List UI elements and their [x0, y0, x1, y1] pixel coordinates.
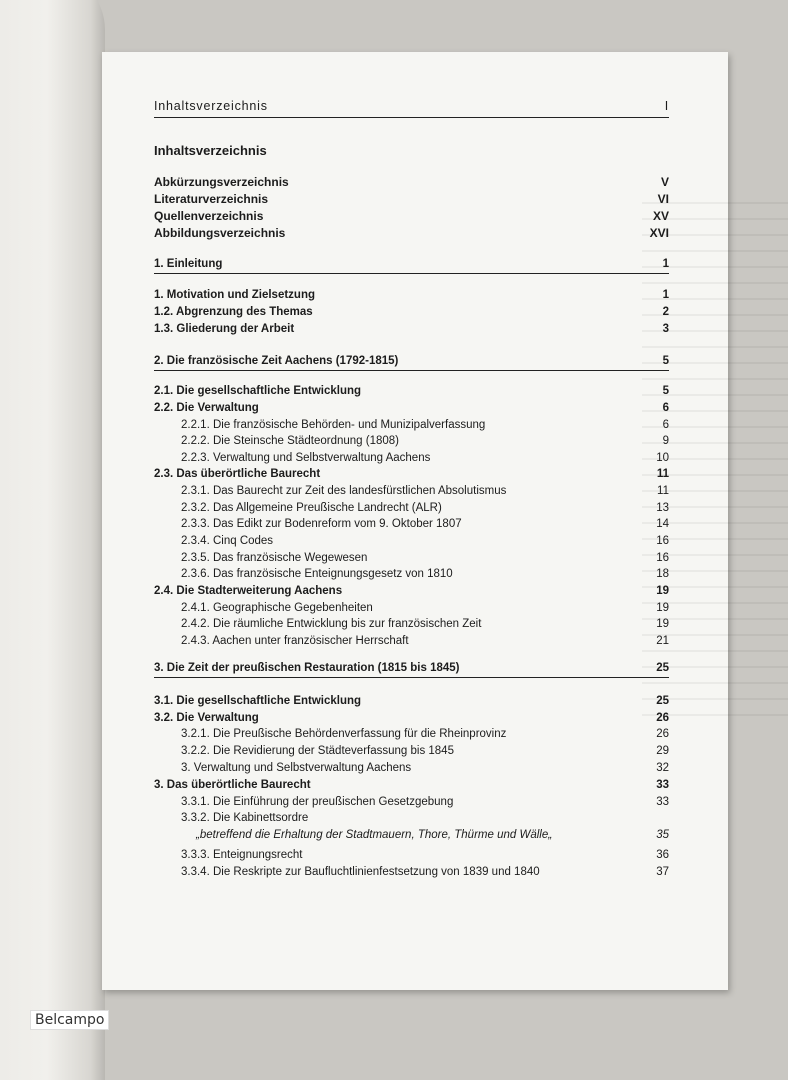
- entry-label: 2.2. Die Verwaltung: [154, 402, 259, 414]
- entry-page: 25: [656, 662, 669, 674]
- toc-entry: [154, 795, 669, 809]
- chapter-rule: [154, 677, 669, 678]
- entry-page: 35: [656, 829, 669, 841]
- entry-label: Quellenverzeichnis: [154, 209, 264, 223]
- toc-entry: [154, 434, 669, 448]
- toc-entry: [154, 401, 669, 415]
- toc-entry: [154, 761, 669, 775]
- toc-entry: [154, 322, 669, 336]
- entry-page: VI: [657, 192, 669, 206]
- entry-label: 2.4.3. Aachen unter französischer Herrschaft: [181, 635, 409, 647]
- entry-label: Abkürzungsverzeichnis: [154, 175, 289, 189]
- entry-page: 19: [656, 585, 669, 597]
- entry-label: 2.4.2. Die räumliche Entwicklung bis zur französischen Zeit: [181, 618, 482, 630]
- running-header: [154, 99, 669, 113]
- entry-label: 2.3.3. Das Edikt zur Bodenreform vom 9. Oktober 1807: [181, 518, 462, 530]
- toc-entry: [154, 584, 669, 598]
- entry-page: 37: [656, 866, 669, 878]
- entry-label: 2.4.1. Geographische Gegebenheiten: [181, 602, 373, 614]
- entry-label: 3. Verwaltung und Selbstverwaltung Aachens: [181, 762, 412, 774]
- watermark: Belcampo: [30, 1010, 109, 1030]
- entry-label: Abbildungsverzeichnis: [154, 226, 286, 240]
- toc-entry: [154, 865, 669, 879]
- front-matter-entry: [154, 175, 669, 189]
- toc-entry: [154, 828, 669, 842]
- entry-page: 33: [656, 779, 669, 791]
- entry-page: 14: [656, 518, 669, 530]
- toc-entry: [154, 694, 669, 708]
- entry-page: 1: [662, 289, 669, 301]
- entry-label: 3.3.3. Enteignungsrecht: [181, 849, 303, 861]
- entry-label: 2. Die französische Zeit Aachens (1792-1815): [154, 355, 399, 367]
- front-matter-entry: [154, 192, 669, 206]
- entry-page: 5: [662, 385, 669, 397]
- toc-entry: [154, 744, 669, 758]
- toc-entry: [154, 467, 669, 481]
- toc-entry: [154, 711, 669, 725]
- entry-page: 26: [656, 728, 669, 740]
- entry-label: 1. Einleitung: [154, 258, 223, 270]
- toc-entry: [154, 501, 669, 515]
- entry-page: 13: [656, 502, 669, 514]
- chapter-heading: [154, 257, 669, 271]
- running-header-page: I: [664, 99, 669, 113]
- entry-label: 2.3. Das überörtliche Baurecht: [154, 468, 321, 480]
- chapter-rule: [154, 273, 669, 274]
- chapter-rule: [154, 370, 669, 371]
- entry-page: 16: [656, 552, 669, 564]
- front-matter-entry: [154, 226, 669, 240]
- toc-entry: [154, 305, 669, 319]
- entry-label: 2.3.6. Das französische Enteignungsgesetz von 1810: [181, 568, 453, 580]
- entry-page: XV: [652, 209, 669, 223]
- entry-page: 25: [656, 695, 669, 707]
- chapter-heading: [154, 354, 669, 368]
- toc-entry: [154, 727, 669, 741]
- entry-label: 3. Die Zeit der preußischen Restauration (1815 bis 1845): [154, 662, 460, 674]
- entry-label: 1.3. Gliederung der Arbeit: [154, 323, 295, 335]
- toc-entry: [154, 848, 669, 862]
- entry-page: 19: [656, 602, 669, 614]
- chapter-heading: [154, 661, 669, 675]
- entry-page: XVI: [649, 226, 669, 240]
- entry-page: 11: [656, 468, 669, 480]
- entry-label: 3.3.1. Die Einführung der preußischen Gesetzgebung: [181, 796, 454, 808]
- entry-label: 2.3.1. Das Baurecht zur Zeit des landesfürstlichen Absolutismus: [181, 485, 507, 497]
- toc-entry: [154, 617, 669, 631]
- entry-page: 21: [656, 635, 669, 647]
- front-matter-entry: [154, 209, 669, 223]
- toc-entry: [154, 517, 669, 531]
- entry-label: 2.2.3. Verwaltung und Selbstverwaltung Aachens: [181, 452, 431, 464]
- entry-label: 3.2. Die Verwaltung: [154, 712, 259, 724]
- toc-entry: [154, 634, 669, 648]
- toc-title: Inhaltsverzeichnis: [154, 143, 267, 158]
- entry-label: Literaturverzeichnis: [154, 192, 269, 206]
- toc-entry: [154, 551, 669, 565]
- entry-page: 1: [662, 258, 669, 270]
- entry-label: 2.3.5. Das französische Wegewesen: [181, 552, 368, 564]
- entry-label: 3.2.1. Die Preußische Behördenverfassung für die Rheinprovinz: [181, 728, 507, 740]
- entry-page: 26: [656, 712, 669, 724]
- toc-entry: [154, 418, 669, 432]
- entry-page: 6: [662, 402, 669, 414]
- entry-label: 2.2.1. Die französische Behörden- und Munizipalverfassung: [181, 419, 486, 431]
- running-header-title: Inhaltsverzeichnis: [154, 99, 268, 113]
- entry-page: 33: [656, 796, 669, 808]
- toc-entry: [154, 384, 669, 398]
- entry-page: 19: [656, 618, 669, 630]
- toc-entry: [154, 451, 669, 465]
- toc-entry: [154, 601, 669, 615]
- entry-label: „betreffend die Erhaltung der Stadtmauern, Thore, Thürme und Wälle„: [196, 829, 553, 841]
- entry-page: 32: [656, 762, 669, 774]
- toc-entry: [154, 288, 669, 302]
- entry-page: V: [660, 175, 669, 189]
- toc-entry: [154, 778, 669, 792]
- entry-page: 11: [657, 485, 669, 497]
- entry-page: 36: [656, 849, 669, 861]
- entry-label: 2.1. Die gesellschaftliche Entwicklung: [154, 385, 362, 397]
- entry-page: 3: [662, 323, 669, 335]
- entry-page: 6: [662, 419, 669, 431]
- toc-entry: [154, 534, 669, 548]
- book-page: [102, 52, 728, 990]
- entry-label: 2.4. Die Stadterweiterung Aachens: [154, 585, 343, 597]
- entry-label: 3.2.2. Die Revidierung der Städteverfassung bis 1845: [181, 745, 454, 757]
- entry-page: 16: [656, 535, 669, 547]
- entry-label: 2.2.2. Die Steinsche Städteordnung (1808): [181, 435, 400, 447]
- toc-entry: [154, 567, 669, 581]
- header-rule: [154, 117, 669, 118]
- entry-label: 3.1. Die gesellschaftliche Entwicklung: [154, 695, 362, 707]
- entry-page: 9: [662, 435, 669, 447]
- toc-entry: [154, 811, 669, 825]
- entry-label: 3.3.2. Die Kabinettsordre: [181, 812, 309, 824]
- toc-entry: [154, 484, 669, 498]
- entry-label: 1. Motivation und Zielsetzung: [154, 289, 315, 301]
- entry-label: 2.3.4. Cinq Codes: [181, 535, 274, 547]
- entry-page: 5: [662, 355, 669, 367]
- entry-label: 2.3.2. Das Allgemeine Preußische Landrecht (ALR): [181, 502, 442, 514]
- entry-page: 10: [656, 452, 669, 464]
- entry-label: 3.3.4. Die Reskripte zur Baufluchtlinienfestsetzung von 1839 und 1840: [181, 866, 540, 878]
- entry-page: 29: [656, 745, 669, 757]
- entry-label: 3. Das überörtliche Baurecht: [154, 779, 311, 791]
- left-page-edge: [0, 0, 105, 1080]
- entry-page: 2: [662, 306, 669, 318]
- entry-page: 18: [656, 568, 669, 580]
- entry-label: 1.2. Abgrenzung des Themas: [154, 306, 313, 318]
